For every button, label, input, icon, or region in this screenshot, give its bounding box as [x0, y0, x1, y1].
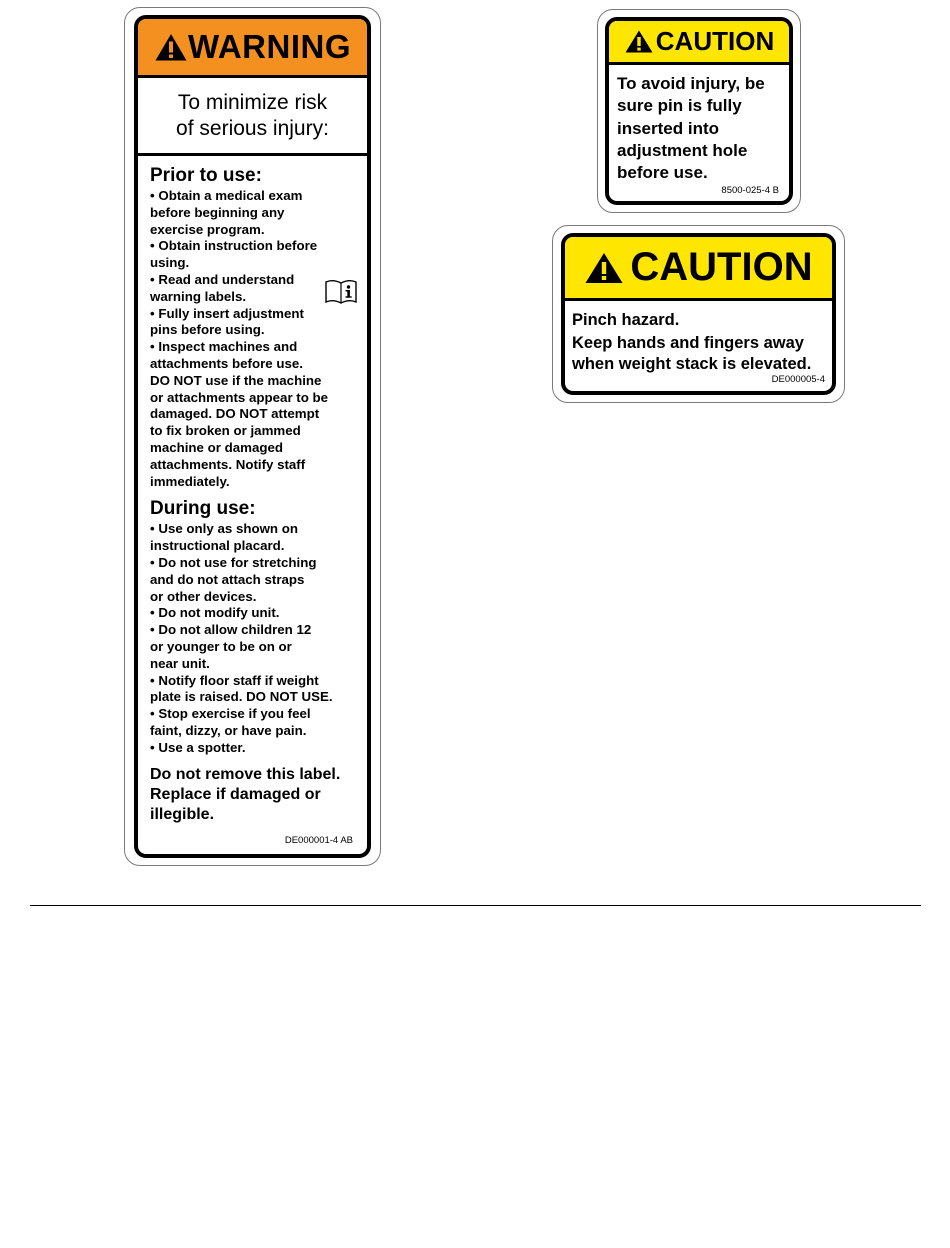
- caution-pinch-line: Keep hands and fingers away: [572, 334, 804, 352]
- caution-pin-line: adjustment hole: [617, 140, 748, 160]
- list-item: damaged. DO NOT attempt: [150, 406, 320, 422]
- list-item: warning labels.: [150, 288, 247, 304]
- list-item: • Use a spotter.: [150, 739, 246, 755]
- caution-pin-line: before use.: [617, 163, 708, 183]
- during-use-title: During use:: [150, 498, 256, 520]
- during-use-list: [150, 521, 365, 756]
- list-item: • Notify floor staff if weight: [150, 672, 319, 688]
- warning-body: [150, 165, 365, 825]
- warning-subheader-line: of serious injury:: [176, 117, 329, 140]
- warning-label: [124, 7, 381, 866]
- caution-pinch-line: when weight stack is elevated.: [572, 355, 812, 373]
- caution-pinch-code: DE000005-4: [771, 374, 825, 385]
- list-item: before beginning any: [150, 204, 285, 220]
- list-item: • Fully insert adjustment: [150, 305, 304, 321]
- list-item: faint, dizzy, or have pain.: [150, 722, 307, 738]
- list-item: DO NOT use if the machine: [150, 372, 322, 388]
- caution-pin-header: [609, 21, 789, 65]
- list-item: or other devices.: [150, 588, 257, 604]
- list-item: • Inspect machines and: [150, 339, 298, 355]
- prior-to-use-list: [150, 188, 365, 490]
- warning-header-text: WARNING: [188, 28, 351, 65]
- caution-pin-label: [597, 9, 801, 213]
- warning-triangle-icon: [584, 251, 624, 285]
- list-item: to fix broken or jammed: [150, 423, 301, 439]
- caution-pinch-label-inner: [561, 233, 836, 395]
- list-item: immediately.: [150, 473, 230, 489]
- list-item: • Do not use for stretching: [150, 554, 317, 570]
- list-item: and do not attach straps: [150, 571, 305, 587]
- list-item: pins before using.: [150, 322, 265, 338]
- caution-pin-line: To avoid injury, be: [617, 74, 765, 93]
- list-item: • Use only as shown on: [150, 521, 298, 537]
- list-item: plate is raised. DO NOT USE.: [150, 689, 333, 705]
- list-item: or younger to be on or: [150, 638, 292, 654]
- warning-footer-line: Do not remove this label.: [150, 765, 341, 783]
- caution-pin-line: inserted into: [617, 118, 720, 138]
- warning-subheader-line: To minimize risk: [177, 91, 328, 114]
- warning-triangle-icon: [154, 32, 188, 62]
- caution-pinch-line: Pinch hazard.: [572, 311, 680, 329]
- prior-to-use-title: Prior to use:: [150, 165, 262, 186]
- list-item: • Do not allow children 12: [150, 622, 312, 638]
- caution-pinch-text: [572, 333, 811, 375]
- list-item: exercise program.: [150, 221, 265, 237]
- list-item: • Obtain instruction before: [150, 238, 318, 254]
- warning-header: [138, 19, 367, 78]
- warning-footer-line: illegible.: [150, 805, 215, 823]
- warning-footer-line: Replace if damaged or: [150, 785, 321, 803]
- caution-pinch-header: [565, 237, 832, 301]
- list-item: machine or damaged: [150, 439, 284, 455]
- list-item: attachments. Notify staff: [150, 456, 306, 472]
- caution-pin-label-inner: [605, 17, 793, 205]
- warning-subheader: [138, 78, 367, 156]
- warning-footer: [150, 765, 365, 825]
- list-item: • Stop exercise if you feel: [150, 706, 311, 722]
- list-item: • Read and understand: [150, 271, 295, 287]
- caution-pin-text: [617, 73, 792, 184]
- list-item: near unit.: [150, 655, 210, 671]
- list-item: instructional placard.: [150, 538, 285, 554]
- list-item: using.: [150, 255, 190, 271]
- warning-label-code: DE000001-4 AB: [284, 835, 353, 846]
- caution-pinch-header-text: CAUTION: [630, 245, 813, 289]
- manual-info-icon: [324, 278, 358, 305]
- list-item: • Obtain a medical exam: [150, 188, 303, 203]
- caution-pinch-label: [552, 225, 845, 403]
- horizontal-divider: [30, 905, 921, 906]
- list-item: • Do not modify unit.: [150, 605, 280, 621]
- list-item: attachments before use.: [150, 355, 303, 371]
- caution-pin-code: 8500-025-4 B: [721, 185, 779, 196]
- caution-pin-header-text: CAUTION: [655, 26, 775, 56]
- warning-triangle-icon: [624, 29, 654, 54]
- list-item: or attachments appear to be: [150, 389, 329, 405]
- warning-label-inner: [134, 15, 371, 858]
- caution-pin-line: sure pin is fully: [617, 96, 742, 116]
